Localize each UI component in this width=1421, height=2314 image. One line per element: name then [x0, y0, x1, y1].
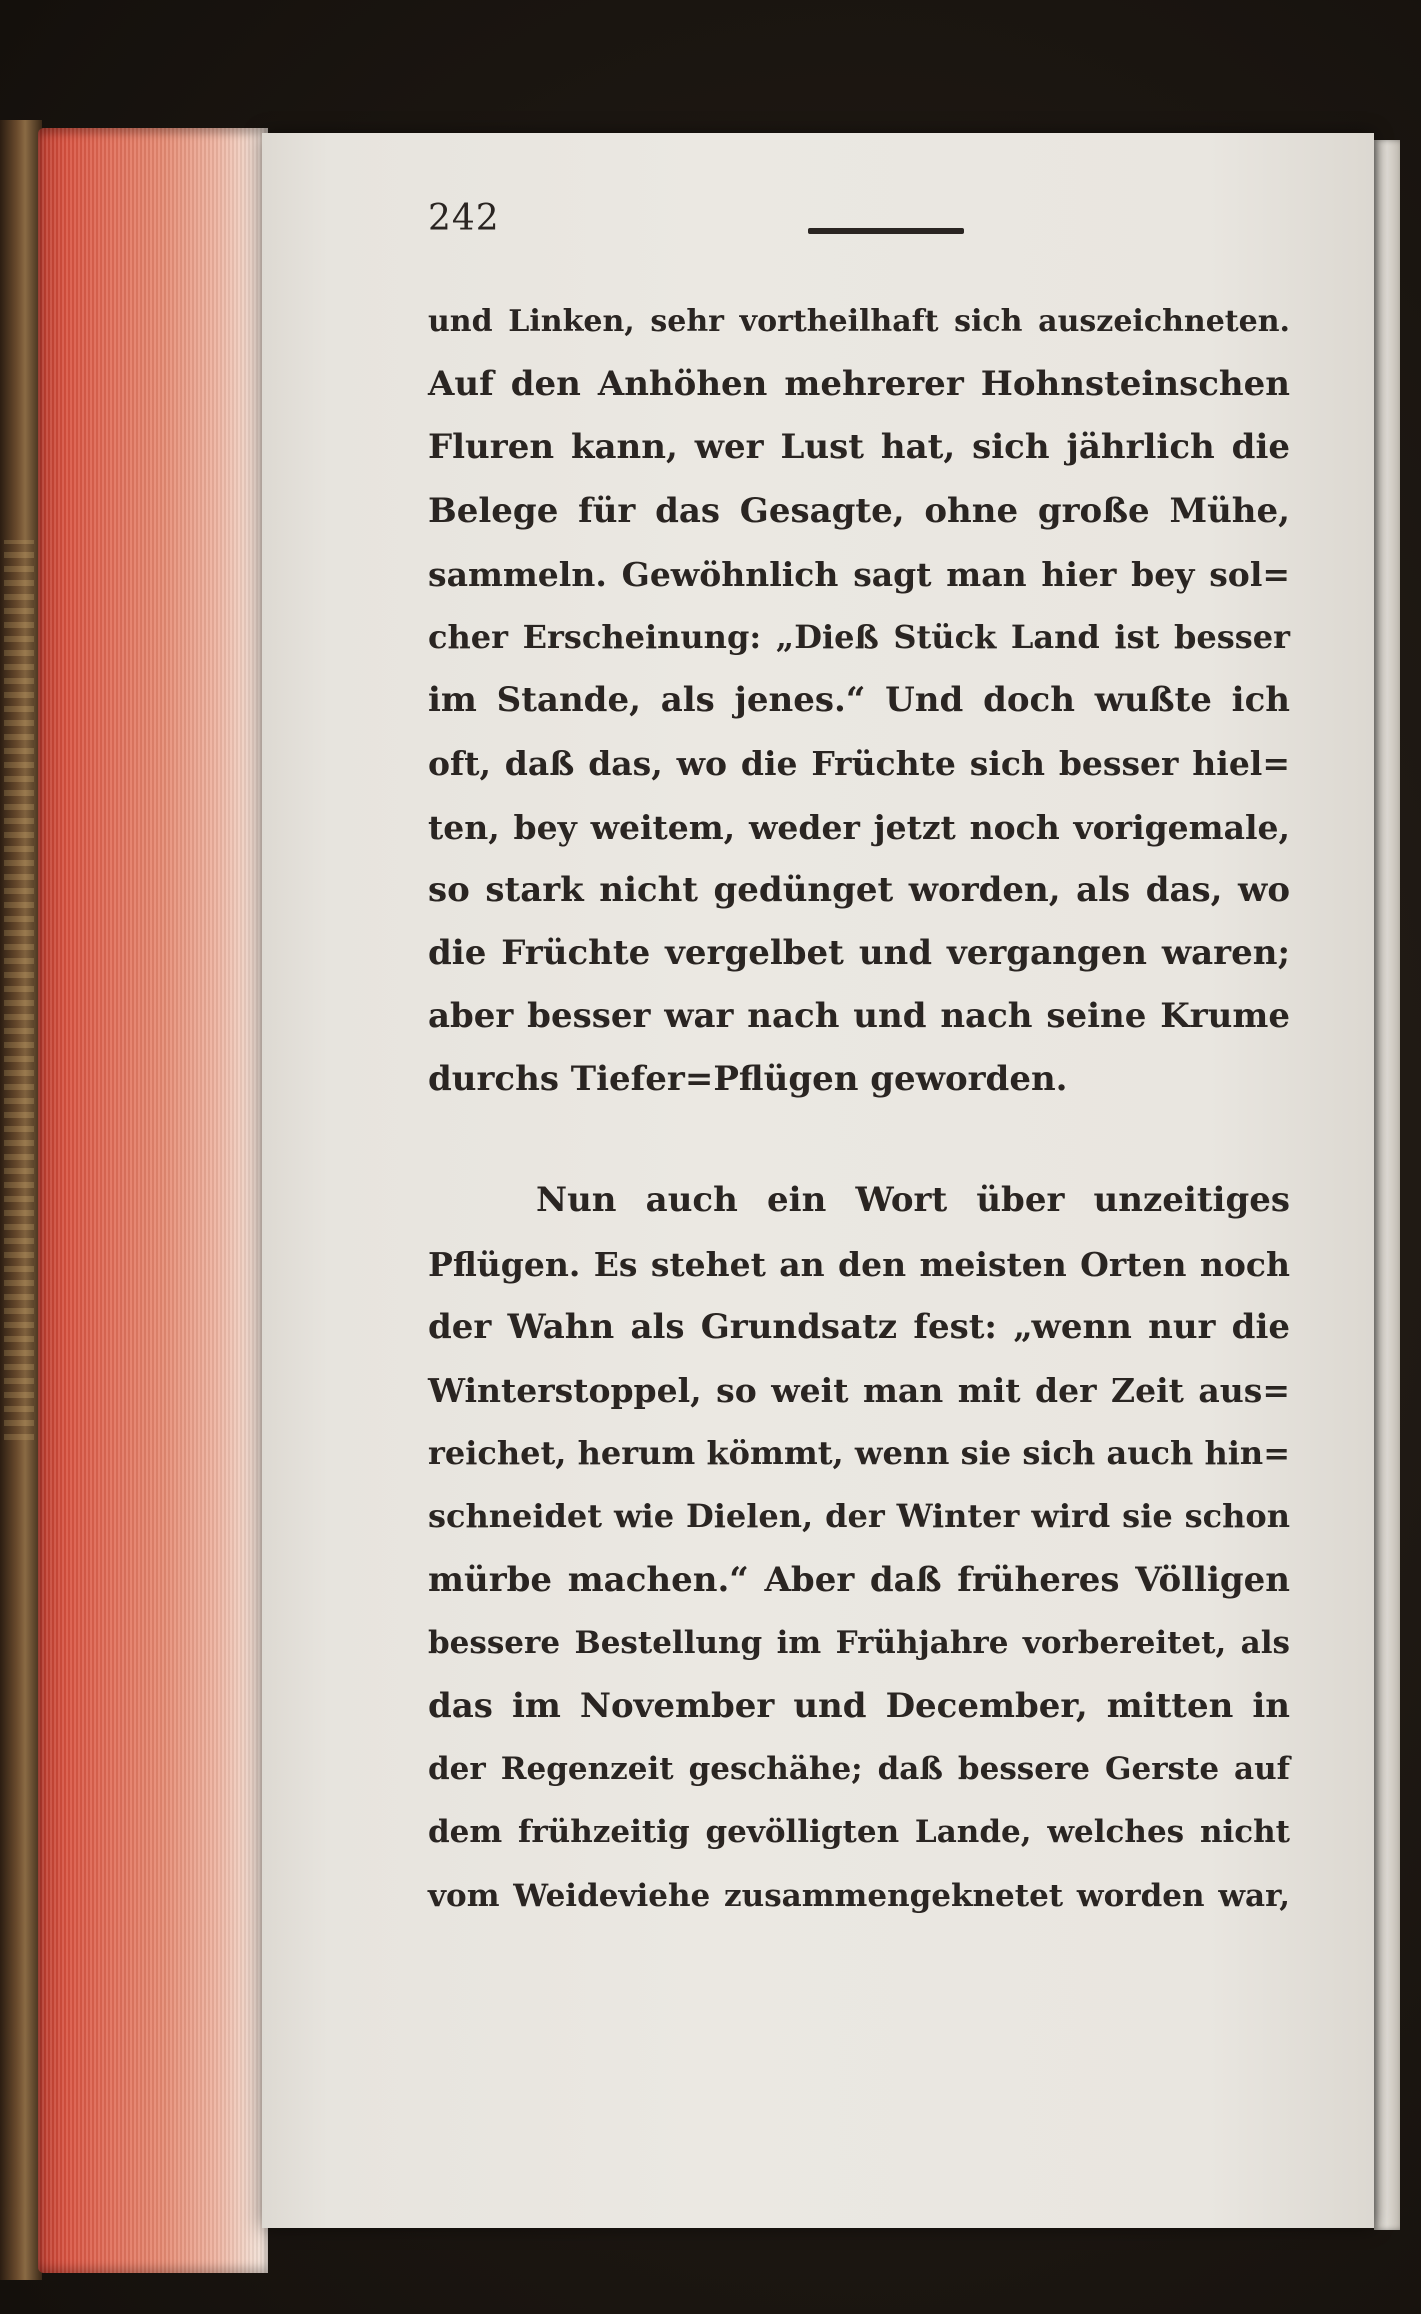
text-line: im Stande, als jenes.“ Und doch wußte ich [428, 680, 1290, 721]
text-line: dem frühzeitig gevölligten Lande, welches nicht [428, 1814, 1290, 1851]
book-cover-edge [0, 120, 42, 2280]
text-line: durchs Tiefer=Pflügen geworden. [428, 1059, 1068, 1100]
text-line: sammeln. Gewöhnlich sagt man hier bey sol= [428, 554, 1290, 594]
page-block-red-edges [38, 128, 268, 2273]
text-line: Fluren kann, wer Lust hat, sich jährlich die [428, 427, 1290, 468]
text-line: mürbe machen.“ Aber daß früheres Völligen [428, 1559, 1290, 1600]
body-text [428, 290, 1290, 1928]
header-rule [808, 228, 964, 234]
text-line: schneidet wie Dielen, der Winter wird sie schon [428, 1497, 1290, 1536]
text-line: Winterstoppel, so weit man mit der Zeit aus= [428, 1371, 1290, 1410]
page-number: 242 [428, 198, 500, 239]
paragraph-2 [428, 1169, 1290, 1927]
text-line: Pflügen. Es stehet an den meisten Orten noch [428, 1244, 1290, 1284]
text-line: Nun auch ein Wort über unzeitiges [536, 1180, 1290, 1221]
text-line: die Früchte vergelbet und vergangen waren; [428, 932, 1290, 973]
text-line: cher Erscheinung: „Dieß Stück Land ist besser [428, 617, 1290, 656]
text-line: der Regenzeit geschähe; daß bessere Gerste auf [428, 1751, 1290, 1788]
text-line: Auf den Anhöhen mehrerer Hohnsteinschen [428, 364, 1290, 405]
facing-page-edge [1374, 140, 1400, 2230]
text-line: reichet, herum kömmt, wenn sie sich auch hin= [428, 1434, 1290, 1473]
text-line: aber besser war nach und nach seine Krume [428, 996, 1290, 1037]
paragraph-gap [428, 1111, 1290, 1169]
text-line: ten, bey weitem, weder jetzt noch vorigemale, [428, 807, 1290, 847]
text-line: bessere Bestellung im Frühjahre vorbereitet, als [428, 1624, 1290, 1661]
text-line: oft, daß das, wo die Früchte sich besser hiel= [428, 744, 1290, 784]
text-line: vom Weideviehe zusammengeknetet worden war, [428, 1877, 1290, 1914]
text-line: so stark nicht gedünget worden, als das, wo [428, 869, 1290, 910]
text-line: das im November und December, mitten in [428, 1685, 1290, 1726]
text-line: und Linken, sehr vortheilhaft sich auszeichneten. [428, 304, 1290, 339]
text-line: Belege für das Gesagte, ohne große Mühe, [428, 490, 1290, 531]
text-line: der Wahn als Grundsatz fest: „wenn nur die [428, 1306, 1290, 1347]
paragraph-1 [428, 290, 1290, 1111]
